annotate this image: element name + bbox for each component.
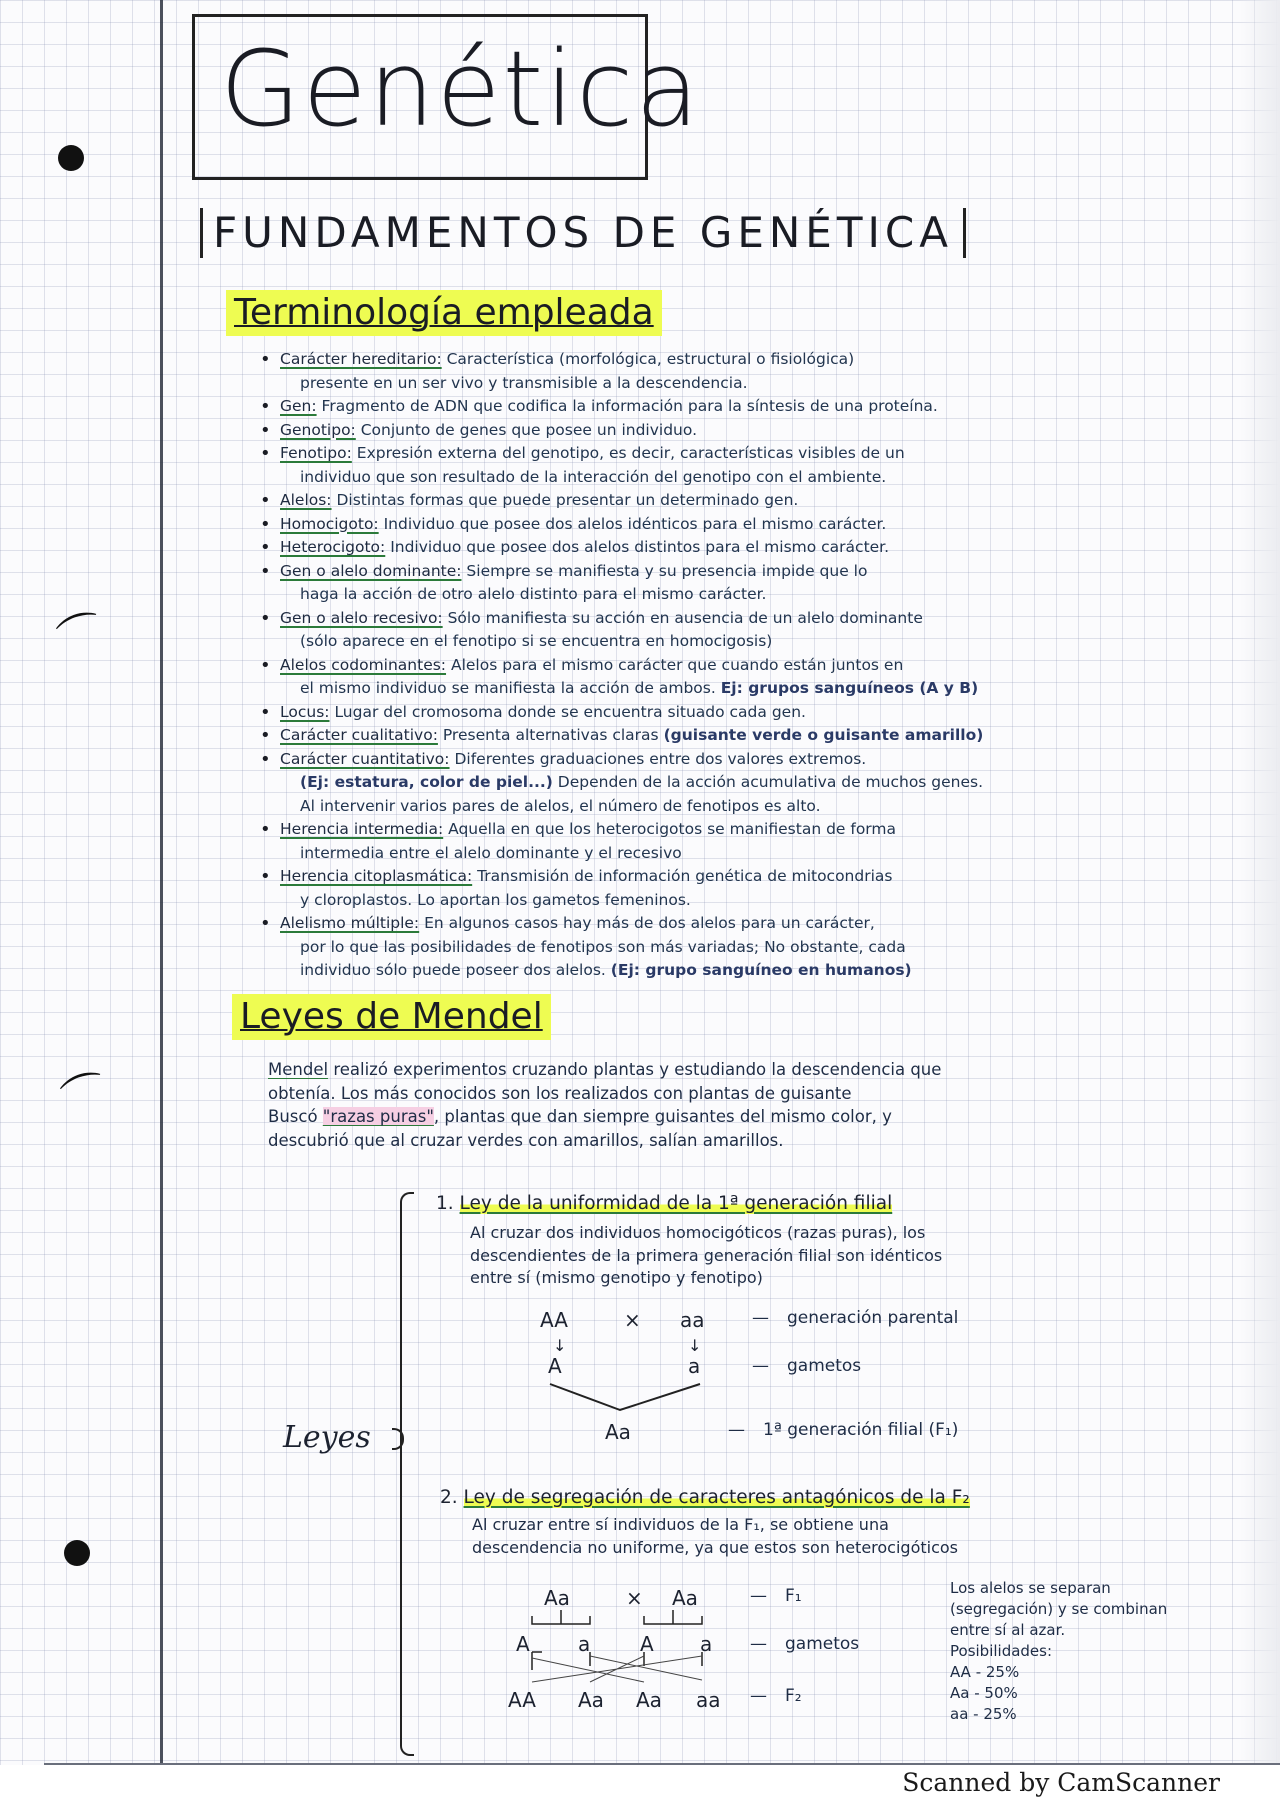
parent-genotype: AA	[540, 1308, 568, 1332]
terminology-heading: Terminología empleada	[226, 290, 662, 336]
list-item: • Alelos codominantes: Alelos para el mismo carácter que cuando están juntos en el mismo individuo se manifiesta la acción de ambos. Ej: grupos sanguíneos (A y B)	[268, 654, 1218, 701]
gamete: a	[688, 1354, 701, 1378]
binder-ring-icon: ⌒	[56, 1064, 115, 1128]
list-item: • Gen o alelo dominante: Siempre se manifiesta y su presencia impide que lo haga la acción de otro alelo distinto para el mismo carácter.	[268, 560, 1218, 607]
list-item: • Alelismo múltiple: En algunos casos hay más de dos alelos para un carácter, por lo que las posibilidades de fenotipos son más variadas; No obstante, cada individuo sólo puede poseer dos alelos. (Ej: grupo sanguíneo en humanos)	[268, 912, 1218, 983]
list-item: • Genotipo: Conjunto de genes que posee un individuo.	[268, 419, 1218, 443]
list-item: • Herencia citoplasmática: Transmisión de información genética de mitocondrias y cloroplastos. Lo aportan los gametos femeninos.	[268, 865, 1218, 912]
margin-line	[160, 0, 163, 1765]
label-f1: — F₁	[750, 1586, 802, 1606]
parent-genotype: Aa	[544, 1586, 570, 1610]
gamete: A	[516, 1632, 530, 1656]
list-item: • Homocigoto: Individuo que posee dos alelos idénticos para el mismo carácter.	[268, 513, 1218, 537]
page-title: Genética	[220, 28, 702, 150]
label-parental: — generación parental	[752, 1308, 959, 1328]
label-gametes: — gametos	[750, 1634, 860, 1654]
list-item: • Carácter hereditario: Característica (morfológica, estructural o fisiológica) presente en un ser vivo y transmisible a la descendencia.	[268, 348, 1218, 395]
list-item: • Carácter cualitativo: Presenta alternativas claras (guisante verde o guisante amarillo)	[268, 724, 1218, 748]
laws-label: Leyes	[283, 1420, 371, 1455]
list-item: • Gen o alelo recesivo: Sólo manifiesta su acción en ausencia de un alelo dominante (sólo aparece en el fenotipo si se encuentra en homocigosis)	[268, 607, 1218, 654]
cross-symbol: ×	[624, 1308, 641, 1332]
label-f1: — 1ª generación filial (F₁)	[728, 1420, 959, 1440]
list-item: • Heterocigoto: Individuo que posee dos alelos distintos para el mismo carácter.	[268, 536, 1218, 560]
segregation-note: Los alelos se separan (segregación) y se combinan entre sí al azar. Posibilidades: AA - 25% Aa - 50% aa - 25%	[950, 1579, 1168, 1723]
binder-hole-icon	[58, 145, 84, 171]
gamete: a	[700, 1632, 713, 1656]
offspring-genotype: Aa	[605, 1420, 631, 1444]
scanner-watermark: Scanned by CamScanner	[902, 1768, 1220, 1797]
parent-genotype: Aa	[672, 1586, 698, 1610]
page-edge-shadow	[1240, 0, 1280, 1765]
cross-symbol: ×	[626, 1586, 643, 1610]
gamete: A	[640, 1632, 654, 1656]
binder-hole-icon	[64, 1540, 90, 1566]
label-f2: — F₂	[750, 1686, 802, 1706]
gamete: A	[548, 1354, 562, 1378]
laws-brace	[400, 1192, 414, 1756]
segregation-lines	[520, 1608, 720, 1700]
mendel-intro: Mendel realizó experimentos cruzando plantas y estudiando la descendencia que obtenía. Los más conocidos son los realizados con plantas de guisante Buscó "razas puras", plantas que dan siempre guisantes del mismo color, y descubrió que al cruzar verdes con amarillos, salían amarillos.	[268, 1060, 942, 1150]
list-item: • Gen: Fragmento de ADN que codifica la información para la síntesis de una proteína.	[268, 395, 1218, 419]
parent-genotype: aa	[680, 1308, 705, 1332]
section-title: FUNDAMENTOS DE GENÉTICA	[200, 208, 966, 258]
label-gametes: — gametos	[752, 1356, 862, 1376]
law-1-title: 1. Ley de la uniformidad de la 1ª generación filial	[436, 1193, 893, 1214]
arrow-down-icon: ↓	[553, 1336, 567, 1355]
list-item: • Herencia intermedia: Aquella en que los heterocigotos se manifiestan de forma intermedia entre el alelo dominante y el recesivo	[268, 818, 1218, 865]
list-item: • Fenotipo: Expresión externa del genotipo, es decir, características visibles de un individuo que son resultado de la interacción del genotipo con el ambiente.	[268, 442, 1218, 489]
gamete: a	[578, 1632, 591, 1656]
list-item: • Locus: Lugar del cromosoma donde se encuentra situado cada gen.	[268, 701, 1218, 725]
offspring-genotype: aa	[696, 1688, 721, 1712]
law-2-body: Al cruzar entre sí individuos de la F₁, se obtiene una descendencia no uniforme, ya que estos son heterocigóticos	[472, 1515, 958, 1557]
cross-lines	[540, 1380, 720, 1420]
offspring-genotype: AA	[508, 1688, 536, 1712]
offspring-genotype: Aa	[578, 1688, 604, 1712]
list-item: • Carácter cuantitativo: Diferentes graduaciones entre dos valores extremos. (Ej: estatura, color de piel...) Dependen de la acción acumulativa de muchos genes. Al intervenir varios pares de alelos, el número de fenotipos es alto.	[268, 748, 1218, 819]
mendel-heading: Leyes de Mendel	[232, 994, 551, 1040]
binder-ring-icon: ⌒	[52, 604, 111, 668]
arrow-down-icon: ↓	[688, 1336, 702, 1355]
terminology-list	[268, 348, 1218, 983]
law-2-title: 2. Ley de segregación de caracteres antagónicos de la F₂	[440, 1487, 970, 1508]
list-item: • Alelos: Distintas formas que puede presentar un determinado gen.	[268, 489, 1218, 513]
law-1-body: Al cruzar dos individuos homocigóticos (razas puras), los descendientes de la primera generación filial son idénticos entre sí (mismo genotipo y fenotipo)	[470, 1223, 943, 1287]
offspring-genotype: Aa	[636, 1688, 662, 1712]
